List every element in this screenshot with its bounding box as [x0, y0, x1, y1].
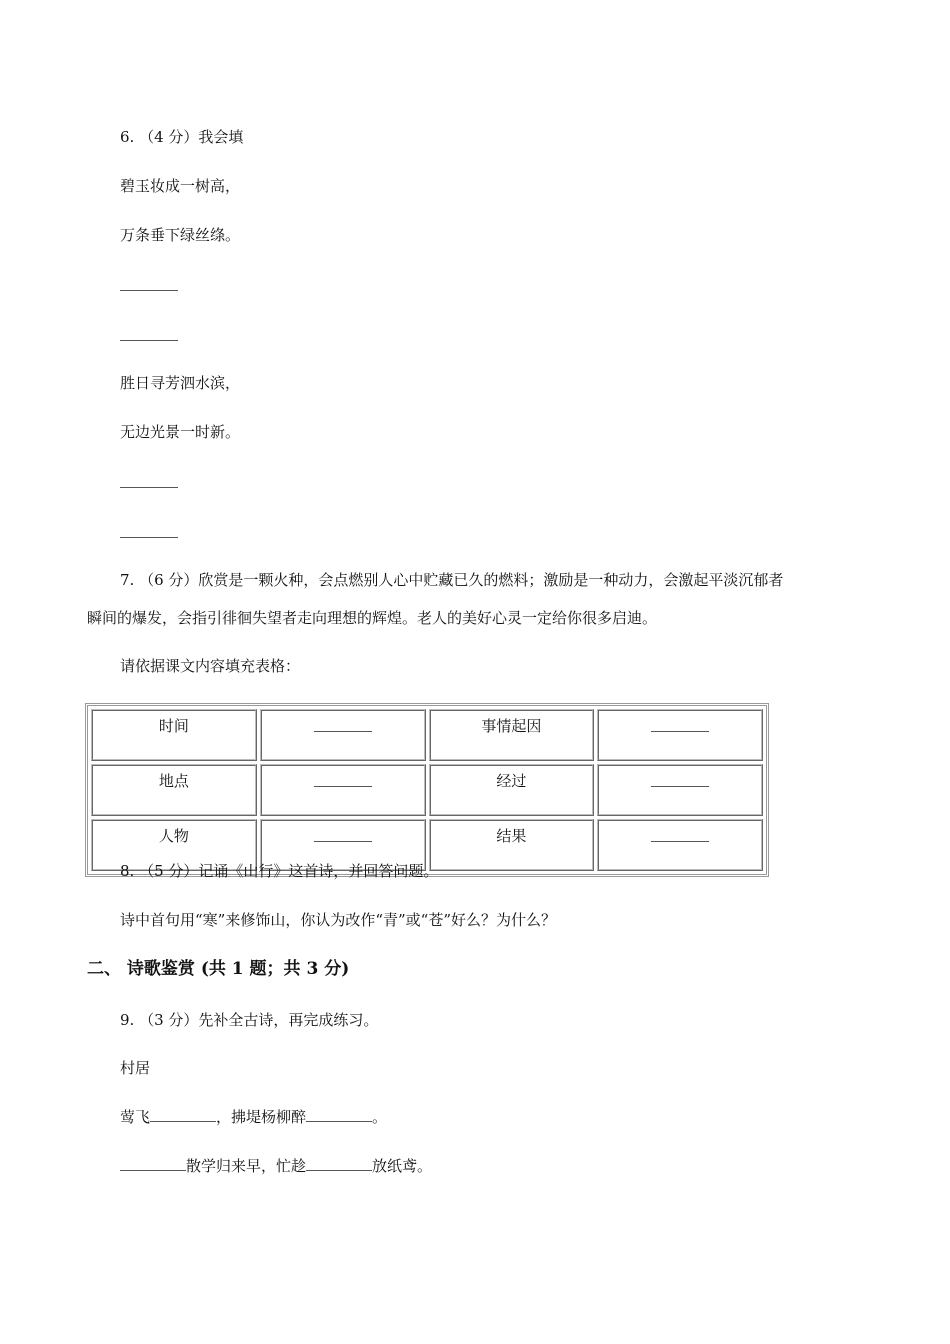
q9-line1-start: 莺飞: [120, 1108, 151, 1126]
q9-line1-mid: ，拂堤杨柳醉: [216, 1108, 307, 1126]
answer-blank[interactable]: [651, 841, 709, 842]
q9-line2-end: 放纸鸢。: [372, 1157, 433, 1175]
q6-header: 6. （4 分）我会填: [120, 128, 244, 146]
q7-line2: 瞬间的爆发，会指引徘徊失望者走向理想的辉煌。老人的美好心灵一定给你很多启迪。: [87, 609, 658, 627]
table-label-people: 人物: [91, 819, 257, 871]
section-title: 二、 诗歌鉴赏 (共 1 题；共 3 分): [87, 959, 350, 979]
table-label-cause: 事情起因: [429, 709, 595, 761]
answer-blank[interactable]: [651, 731, 709, 732]
answer-blank[interactable]: [120, 340, 178, 341]
answer-blank[interactable]: [314, 731, 372, 732]
answer-blank[interactable]: [120, 1156, 186, 1171]
answer-blank[interactable]: [120, 487, 178, 488]
table-answer-cell[interactable]: [260, 709, 426, 761]
answer-blank[interactable]: [651, 786, 709, 787]
table-row: [91, 764, 763, 816]
answer-blank[interactable]: [150, 1107, 216, 1122]
answer-blank[interactable]: [306, 1156, 372, 1171]
table-label-result: 结果: [429, 819, 595, 871]
answer-blank[interactable]: [120, 290, 178, 291]
q9-poem-line2: [120, 1156, 432, 1176]
table-answer-cell[interactable]: [260, 764, 426, 816]
q6-poem1-line1: 碧玉妆成一树高，: [120, 177, 241, 195]
info-table: [85, 703, 769, 877]
q9-line2-mid: 散学归来早，忙趁: [186, 1157, 307, 1175]
q9-poem-title: 村居: [120, 1059, 151, 1077]
table-answer-cell[interactable]: [597, 819, 763, 871]
table-row: [91, 709, 763, 761]
q7-instruction: 请依据课文内容填充表格：: [120, 657, 301, 675]
table-label-place: 地点: [91, 764, 257, 816]
table-label-time: 时间: [91, 709, 257, 761]
answer-blank[interactable]: [120, 537, 178, 538]
q6-poem1-line2: 万条垂下绿丝绦。: [120, 226, 241, 244]
table-label-process: 经过: [429, 764, 595, 816]
q7-line1: 7. （6 分）欣赏是一颗火种，会点燃别人心中贮藏已久的燃料；激励是一种动力，会激起平淡沉郁者: [120, 571, 784, 589]
q6-poem2-line1: 胜日寻芳泗水滨，: [120, 374, 241, 392]
answer-blank[interactable]: [314, 841, 372, 842]
q9-header: 9. （3 分）先补全古诗，再完成练习。: [120, 1011, 379, 1029]
answer-blank[interactable]: [314, 786, 372, 787]
table-answer-cell[interactable]: [597, 709, 763, 761]
answer-blank[interactable]: [306, 1107, 372, 1122]
q8-header: 8. （5 分）记诵《山行》这首诗，并回答问题。: [120, 862, 439, 880]
table-answer-cell[interactable]: [597, 764, 763, 816]
q6-poem2-line2: 无边光景一时新。: [120, 423, 241, 441]
q9-poem-line1: [120, 1107, 387, 1127]
q9-line1-end: 。: [372, 1108, 388, 1126]
q8-question: 诗中首句用“寒”来修饰山，你认为改作“青”或“苍”好么？为什么？: [120, 911, 557, 929]
